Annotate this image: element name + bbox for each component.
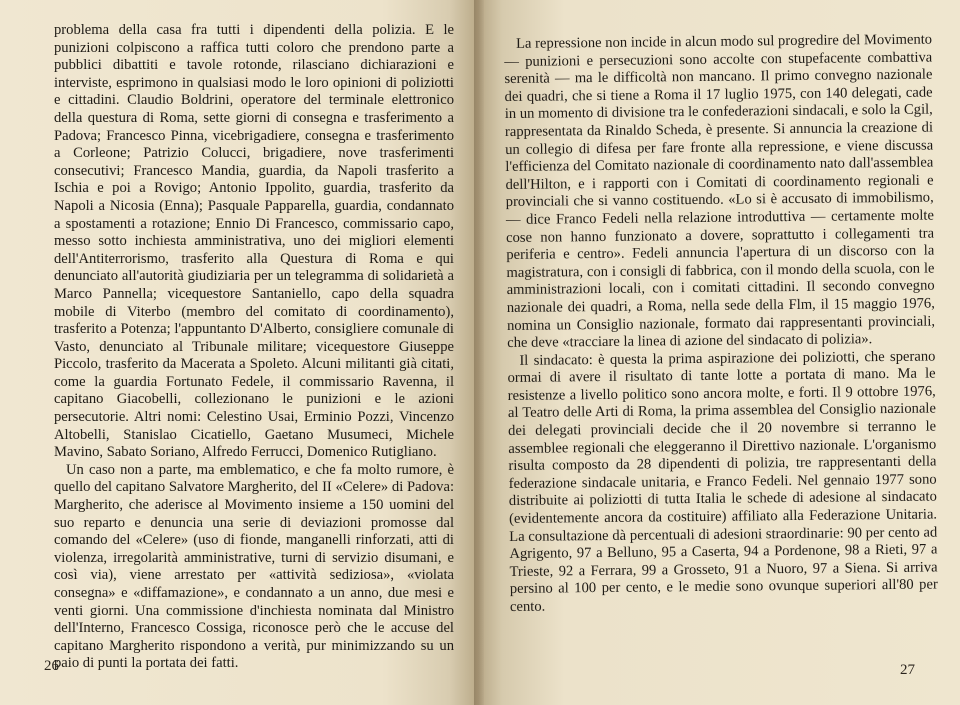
paragraph: problema della casa fra tutti i dipendenti della polizia. E le punizioni colpiscono a raffica tutti coloro che prendono parte a pubblici dibattiti e tavole rotonde, rilasciano dichiarazioni e interviste, esprimono in qualsiasi modo le loro opinioni di poliziotti e cittadini. Claudio Boldrini, operatore del terminale elettronico della questura di Roma, sette giorni di consegna e trasferimento a Padova; Francesco Pinna, vicebrigadiere, consegna e trasferimento a Corleone; Patrizio Colucci, brigadiere, nove trasferimenti consecutivi; Francesco Mandia, guardia, da Napoli trasferito a Ischia e poi a Rovigo; Antonio Ippolito, guardia, trasferito da Napoli a Nicosia (Enna); Pasquale Papparella, guardia, condannato a spostamenti a rotazione; Ennio Di Francesco, commissario capo, messo sotto inchiesta amministrativa, uno dei migliori elementi dell'Antiterrorismo, trasferito alla Questura di Roma e qui denunciato all'autorità giudiziaria per un telegramma di solidarietà a Marco Pannella; vicequestore Santaniello, capo della squadra mobile di Viterbo (membro del comitato di coordinamento), trasferito a Potenza; l'appuntanto D'Alberto, consigliere comunale di Vasto, denunciato al Tribunale militare; vicequestore Giuseppe Piccolo, trasferito da Macerata a Spoleto. Alcuni militanti già citati, come la guardia Fortunato Fedele, il commissario Ravenna, il capitano Giacobelli, collezionano le punizioni e le azioni persecutorie. Altri nomi: Celestino Usai, Erminio Pozzi, Vincenzo Altobelli, Stanislao Cicatiello, Gaetano Musumeci, Michele Mavino, Sabato Soriano, Alfredo Ferrucci, Domenico Rutigliano. (54, 22, 454, 461)
right-page-text (504, 32, 938, 617)
right-page (478, 0, 960, 705)
page-number: 27 (900, 662, 915, 678)
page-number: 26 (44, 658, 59, 674)
paragraph: La repressione non incide in alcun modo sul progredire del Movimento — punizioni e persecuzioni sono accolte con stupefacente combattiva serenità — ma le difficoltà non mancano. Il primo convegno nazionale dei quadri, che si tiene a Roma il 17 luglio 1975, con 140 delegati, cade in un momento di divisione tra le confederazioni sindacali, e solo la Cgil, rappresentata da Rinaldo Scheda, è presente. Si annuncia la creazione di un collegio di difesa per fare fronte alla repressione, e viene discussa l'efficienza del Comitato nazionale di coordinamento nato dall'assemblea dell'Hilton, e i rapporti con i Comitati di coordinamento regionali e provinciali che si vanno costituendo. «Lo si è accusato di immobilismo, — dice Franco Fedeli nella relazione introduttiva — certamente molte cose non hanno funzionato a dovere, soprattutto i collegamenti tra periferia e centro». Fedeli annuncia l'apertura di un discorso con la magistratura, con i consigli di fabbrica, con il mondo della scuola, con le amministrazioni locali, con i comitati cittadini. Il secondo convegno nazionale dei quadri, a Roma, nella sede della Flm, il 15 maggio 1976, nomina un Consiglio nazionale, formato dai rappresentanti provinciali, che deve «tracciare la linea di azione del sindacato di polizia». (504, 31, 936, 352)
paragraph: Il sindacato: è questa la prima aspirazione dei poliziotti, che sperano ormai di avere il risultato di tante lotte a portata di mano. Ma le resistenze a livello politico sono ancora molte, e forti. Il 9 ottobre 1976, al Teatro delle Arti di Roma, la prima assemblea del Consiglio nazionale dei delegati provinciali decide che il 20 novembre si terranno le assemblee regionali che eleggeranno il Direttivo nazionale. L'organismo risulta composto da 28 dipendenti di polizia, tre rappresentanti della federazione sindacale unitaria, e Franco Fedeli. Nel gennaio 1977 sono distribuite ai poliziotti di tutta Italia le schede di adesione al sindacato (evidentemente ancora da costituire) affiliato alla Federazione Unitaria. La consultazione dà percentuali di adesioni straordinarie: 90 per cento ad Agrigento, 97 a Belluno, 95 a Caserta, 94 a Pordenone, 98 a Rieti, 97 a Trieste, 92 a Ferrara, 99 a Grosseto, 91 a Nuoro, 97 a Siena. Si arriva persino al 100 per cento, e le medie sono ovunque superiori all'80 per cento. (507, 348, 938, 615)
left-page (0, 0, 478, 705)
left-page-text (54, 22, 454, 673)
paragraph: Un caso non a parte, ma emblematico, e che fa molto rumore, è quello del capitano Salvatore Margherito, del II «Celere» di Padova: Margherito, che aderisce al Movimento insieme a 150 uomini del suo reparto e denuncia una serie di deviazioni promosse dal comando del «Celere» (uso di fionde, manganelli rinforzati, atti di violenza, irregolarità amministrative, turni di servizio disumani, e così via), viene arrestato per «attività sediziosa», «violata consegna» e «diffamazione», e condannato a un anno, due mesi e venti giorni. Una commissione d'inchiesta nominata dal Ministro dell'Interno, Francesco Cossiga, riconosce però che le accuse del capitano Margherito rispondono a verità, pur minimizzando su un paio di punti la portata dei fatti. (54, 461, 454, 672)
